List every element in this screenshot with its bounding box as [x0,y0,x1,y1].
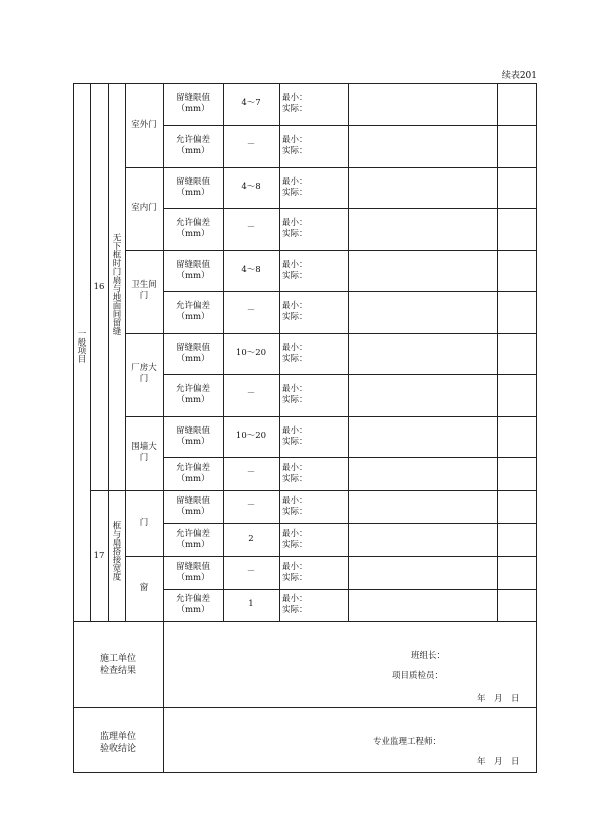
item-number: 17 [93,551,105,561]
inspection-result-cell[interactable] [349,524,496,556]
measured-field[interactable]: 最小： 实际： [282,301,308,322]
inspection-result-cell[interactable] [349,251,496,291]
inspection-result-cell[interactable] [349,84,496,125]
section-line [73,621,537,622]
table-border-right [536,83,537,773]
measured-field[interactable]: 最小： 实际： [282,528,308,550]
measured-field[interactable]: 最小： 实际： [282,176,308,198]
param-label: 留缝限值 （mm） [175,176,210,198]
measured-field[interactable]: 最小： 实际： [282,594,308,615]
param-label: 留缝限值 （mm） [175,425,210,447]
measured-field[interactable]: 最小： 实际： [282,259,308,281]
param-label: 留缝限值 （mm） [175,342,210,364]
location-label: 室内门 [131,203,157,213]
param-label: 允许偏差 （mm） [175,594,210,615]
inspection-result-cell[interactable] [349,209,496,250]
table-border-bottom [73,772,537,773]
inspection-result-cell[interactable] [349,491,496,523]
col-line [90,83,91,621]
param-label: 留缝限值 （mm） [175,561,210,583]
location-label: 厂房大 门 [131,363,157,384]
team-leader-field[interactable]: 班组长： [411,651,446,661]
standard-value: － [246,500,256,511]
standard-value: － [246,140,256,150]
measured-field[interactable]: 最小： 实际： [282,218,308,239]
location-label: 窗 [139,583,149,593]
supervision-engineer-field[interactable]: 专业监理工程师： [373,737,442,747]
measured-field[interactable]: 最小： 实际： [282,425,308,447]
col-line [125,83,126,621]
param-label: 允许偏差 （mm） [175,528,210,550]
param-label: 允许偏差 （mm） [175,218,210,239]
inspection-result-cell[interactable] [349,417,496,457]
construction-label: 施工单位 检查结果 [99,654,136,676]
standard-value: 4～8 [241,264,261,275]
inspection-table [73,83,537,773]
standard-value: 1 [248,599,254,609]
param-label: 留缝限值 （mm） [175,93,210,114]
inspection-result-cell[interactable] [349,557,496,589]
standard-value: － [246,223,256,233]
measured-field[interactable]: 最小： 实际： [282,135,308,156]
location-label: 门 [139,518,149,528]
page-header: 续表201 [501,71,537,81]
inspection-result-cell[interactable] [349,126,496,167]
standard-value: 10～20 [235,347,267,358]
inspection-result-cell[interactable] [349,292,496,333]
standard-value: 2 [248,533,254,544]
measured-field[interactable]: 最小： 实际： [282,384,308,405]
standard-value: － [246,389,256,399]
measured-field[interactable]: 最小： 实际： [282,462,308,484]
standard-value: － [246,467,256,478]
param-label: 允许偏差 （mm） [175,301,210,322]
construction-date[interactable]: 年 月 日 [477,694,520,704]
col-line [497,83,498,621]
item-number: 16 [93,282,105,292]
param-label: 允许偏差 （mm） [175,462,210,484]
standard-value: 10～20 [235,430,267,441]
item-name: 无下框时门扇与地面间留缝 [111,233,121,335]
category-label: 一般项目 [76,329,86,363]
col-line [279,83,280,621]
param-label: 允许偏差 （mm） [175,384,210,405]
location-label: 室外门 [131,120,157,130]
standard-value: 4～8 [241,181,261,192]
col-line [108,83,109,621]
item-name: 框与扇搭接宽度 [111,521,121,581]
quality-inspector-field[interactable]: 项目质检员： [392,671,444,681]
supervision-label: 监理单位 验收结论 [99,732,136,754]
measured-field[interactable]: 最小： 实际： [282,495,308,517]
supervision-date[interactable]: 年 月 日 [477,757,520,767]
measured-field[interactable]: 最小： 实际： [282,93,308,114]
inspection-result-cell[interactable] [349,168,496,208]
standard-value: － [246,306,256,316]
inspection-result-cell[interactable] [349,334,496,374]
param-label: 留缝限值 （mm） [175,495,210,517]
inspection-result-cell[interactable] [349,590,496,621]
param-label: 允许偏差 （mm） [175,135,210,156]
measured-field[interactable]: 最小： 实际： [282,342,308,364]
inspection-result-cell[interactable] [349,375,496,416]
standard-value: － [246,566,256,577]
location-label: 卫生间 门 [131,280,157,301]
param-label: 留缝限值 （mm） [175,259,210,281]
standard-value: 4～7 [241,98,261,108]
inspection-result-cell[interactable] [349,458,496,490]
measured-field[interactable]: 最小： 实际： [282,561,308,583]
section-line [73,707,537,708]
location-label: 围墙大 门 [131,442,157,463]
